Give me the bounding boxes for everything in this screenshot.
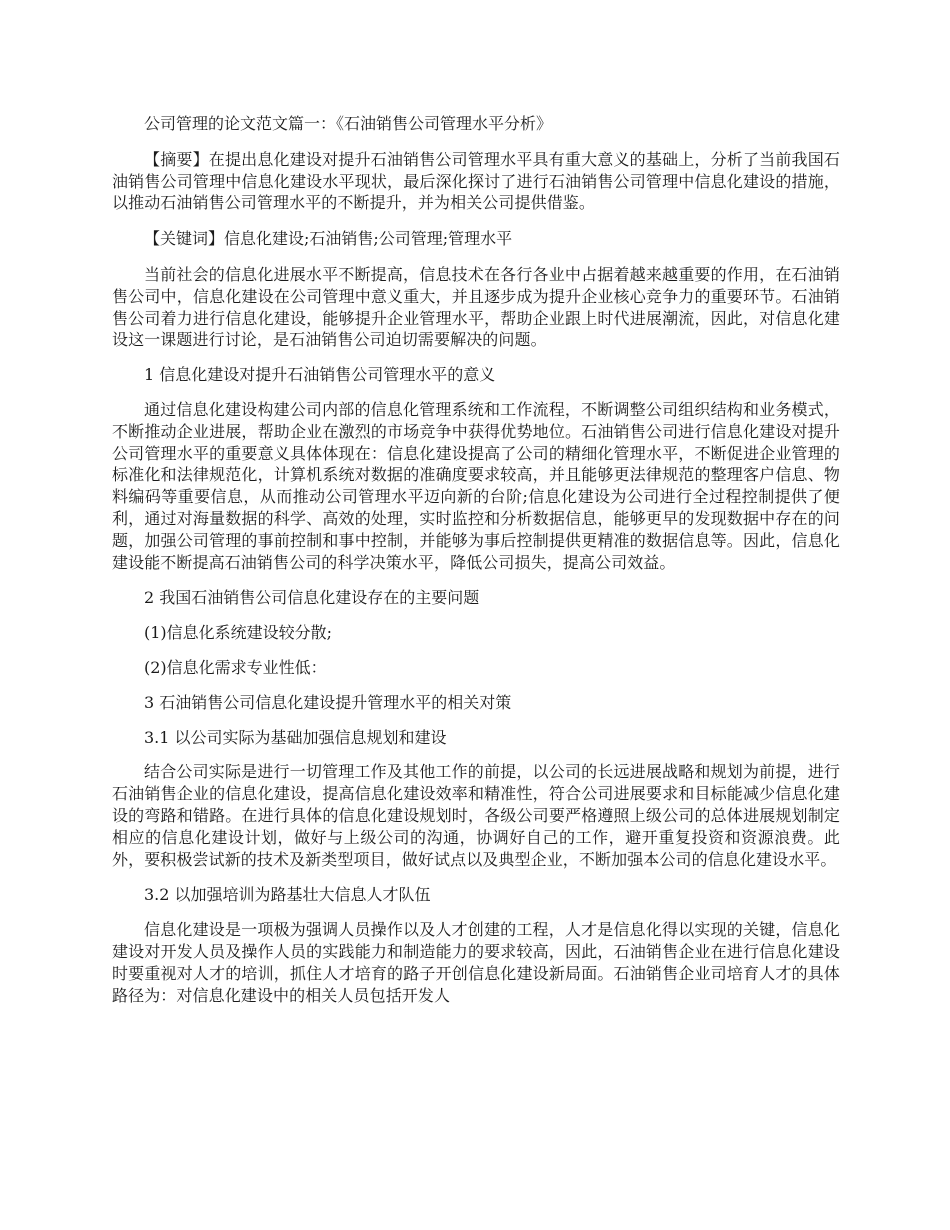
section3-heading: 3 石油销售公司信息化建设提升管理水平的相关对策 — [144, 692, 512, 712]
section1-paragraph: 通过信息化建设构建公司内部的信息化管理系统和工作流程，不断调整公司组织结构和业务模式，不断推动企业进展，帮助企业在激烈的市场竞争中获得优势地位。石油销售公司进行信息化建设对提升公司管理水平的重要意义具体体现在：信息化建设提高了公司的精细化管理水平，不断促进企业管理的标准化和法律规范化，计算机系统对数据的准确度要求较高，并且能够更法律规范的整理客户信息、物料编码等重要信息，从而推动公司管理水平迈向新的台阶;信息化建设为公司进行全过程控制提供了便利，通过对海量数据的科学、高效的处理，实时监控和分析数据信息，能够更早的发现数据中存在的问题，加强公司管理的事前控制和事中控制，并能够为事后控制提供更精准的数据信息等。因此，信息化建设能不断提高石油销售公司的科学决策水平，降低公司损失，提高公司效益。 — [112, 399, 840, 572]
abstract-paragraph: 【摘要】在提出息化建设对提升石油销售公司管理水平具有重大意义的基础上，分析了当前我国石油销售公司管理中信息化建设水平现状，最后深化探讨了进行石油销售公司管理中信息化建设的措施，以推动石油销售公司管理水平的不断提升，并为相关公司提供借鉴。 — [112, 149, 840, 213]
section2-heading: 2 我国石油销售公司信息化建设存在的主要问题 — [144, 588, 480, 608]
keywords-line: 【关键词】信息化建设;石油销售;公司管理;管理水平 — [144, 229, 513, 249]
section3-1-paragraph: 结合公司实际是进行一切管理工作及其他工作的前提，以公司的长远进展战略和规划为前提，进行石油销售企业的信息化建设，提高信息化建设效率和精准性，符合公司进展要求和目标能减少信息化建设的弯路和错路。在进行具体的信息化建设规划时，各级公司要严格遵照上级公司的总体进展规划制定相应的信息化建设计划，做好与上级公司的沟通，协调好自己的工作，避开重复投资和资源浪费。此外，要积极尝试新的技术及新类型项目，做好试点以及典型企业，不断加强本公司的信息化建设水平。 — [112, 762, 840, 869]
section3-1-heading: 3.1 以公司实际为基础加强信息规划和建设 — [144, 727, 447, 747]
section2-item-2: (2)信息化需求专业性低： — [144, 657, 327, 677]
document-page — [112, 113, 840, 1006]
section3-2-heading: 3.2 以加强培训为路基壮大信息人才队伍 — [144, 885, 431, 905]
section1-heading: 1 信息化建设对提升石油销售公司管理水平的意义 — [144, 365, 496, 385]
intro-paragraph: 当前社会的信息化进展水平不断提高，信息技术在各行各业中占据着越来越重要的作用，在石油销售公司中，信息化建设在公司管理中意义重大，并且逐步成为提升企业核心竞争力的重要环节。石油销售公司着力进行信息化建设，能够提升企业管理水平，帮助企业跟上时代进展潮流，因此，对信息化建设这一课题进行讨论，是石油销售公司迫切需要解决的问题。 — [112, 264, 840, 350]
section3-2-paragraph: 信息化建设是一项极为强调人员操作以及人才创建的工程，人才是信息化得以实现的关键，信息化建设对开发人员及操作人员的实践能力和制造能力的要求较高，因此，石油销售企业在进行信息化建设时要重视对人才的培训，抓住人才培育的路子开创信息化建设新局面。石油销售企业司培育人才的具体路径为：对信息化建设中的相关人员包括开发人 — [112, 920, 840, 1005]
section2-item-1: (1)信息化系统建设较分散; — [144, 623, 333, 643]
document-title: 公司管理的论文范文篇一：《石油销售公司管理水平分析》 — [144, 114, 553, 133]
